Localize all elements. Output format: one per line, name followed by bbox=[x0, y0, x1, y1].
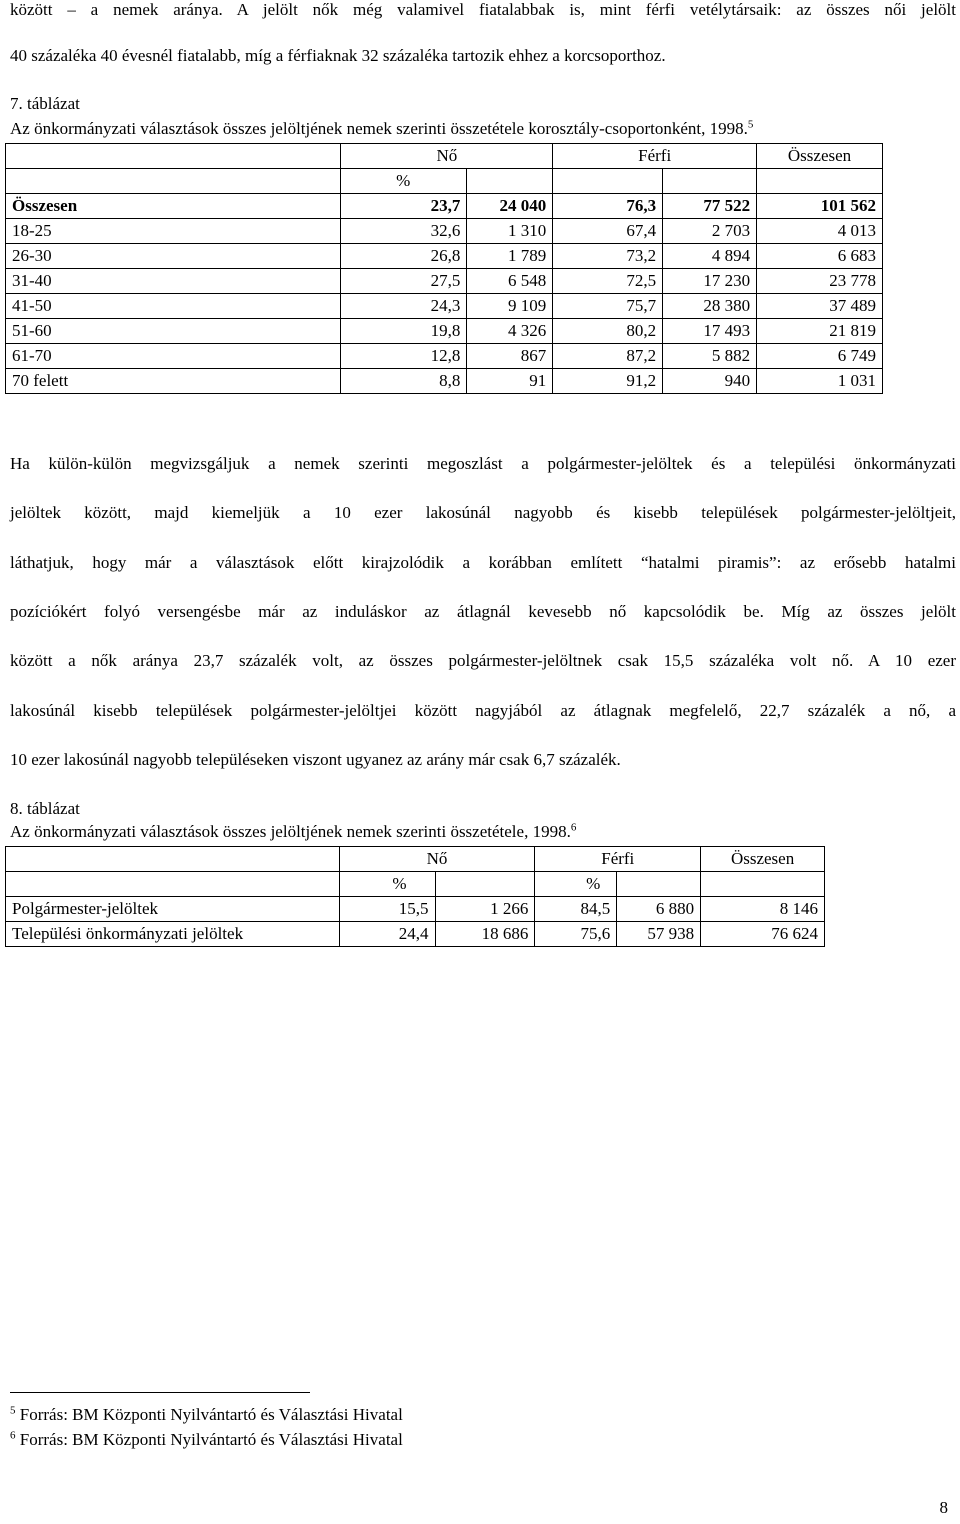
row-label: Összesen bbox=[6, 194, 341, 219]
intro-line-2: 40 százaléka 40 évesnél fiatalabb, míg a férfiaknak 32 százaléka tartozik ehhez a korcsoporthoz. bbox=[10, 46, 666, 65]
table-row bbox=[6, 219, 883, 244]
row-label: 41-50 bbox=[6, 294, 341, 319]
cell: 4 013 bbox=[757, 219, 883, 244]
table7-sub-cell: % bbox=[341, 169, 467, 194]
cell: 87,2 bbox=[553, 344, 663, 369]
paragraph-line-6: lakosúnál kisebb települések polgármester-jelöltjei között nagyjából az átlagnak megfelelő, 22,7 százalék a nő, a bbox=[10, 701, 956, 720]
table7-sub-cell bbox=[553, 169, 663, 194]
footnote-separator bbox=[10, 1392, 310, 1393]
table-row bbox=[6, 194, 883, 219]
table7-header-no: Nő bbox=[341, 144, 553, 169]
cell: 76,3 bbox=[553, 194, 663, 219]
cell: 4 894 bbox=[663, 244, 757, 269]
cell: 80,2 bbox=[553, 319, 663, 344]
table8-sub-cell: % bbox=[535, 872, 617, 897]
table7-sub-cell bbox=[757, 169, 883, 194]
cell: 6 749 bbox=[757, 344, 883, 369]
table-row bbox=[6, 897, 825, 922]
cell: 1 789 bbox=[467, 244, 553, 269]
cell: 17 493 bbox=[663, 319, 757, 344]
table7 bbox=[5, 143, 883, 394]
table-row bbox=[6, 369, 883, 394]
table-row bbox=[6, 294, 883, 319]
table8-header-osszesen: Összesen bbox=[701, 847, 825, 872]
cell: 2 703 bbox=[663, 219, 757, 244]
footnote-5-number: 5 bbox=[10, 1404, 16, 1417]
cell: 6 548 bbox=[467, 269, 553, 294]
table7-header-ferfi: Férfi bbox=[553, 144, 757, 169]
row-label: 61-70 bbox=[6, 344, 341, 369]
table-row bbox=[6, 319, 883, 344]
paragraph-line-7: 10 ezer lakosúnál nagyobb településeken viszont ugyanez az arány már csak 6,7 százalék. bbox=[10, 750, 621, 769]
row-label: 70 felett bbox=[6, 369, 341, 394]
footnote-5-text: Forrás: BM Központi Nyilvántartó és Választási Hivatal bbox=[19, 1405, 403, 1424]
cell: 21 819 bbox=[757, 319, 883, 344]
cell: 67,4 bbox=[553, 219, 663, 244]
table7-label: 7. táblázat bbox=[10, 94, 80, 113]
cell: 32,6 bbox=[341, 219, 467, 244]
table8-header-row bbox=[6, 847, 825, 872]
intro-line-1: között – a nemek aránya. A jelölt nők még valamivel fiatalabbak is, mint férfi vetélytársaik: az összes női jelölt bbox=[10, 0, 956, 19]
cell: 940 bbox=[663, 369, 757, 394]
page-number: 8 bbox=[939, 1498, 948, 1517]
cell: 84,5 bbox=[535, 897, 617, 922]
row-label: Polgármester-jelöltek bbox=[6, 897, 340, 922]
table8-sub-cell bbox=[701, 872, 825, 897]
cell: 24,3 bbox=[341, 294, 467, 319]
cell: 28 380 bbox=[663, 294, 757, 319]
cell: 8,8 bbox=[341, 369, 467, 394]
cell: 23,7 bbox=[341, 194, 467, 219]
cell: 19,8 bbox=[341, 319, 467, 344]
row-label: 26-30 bbox=[6, 244, 341, 269]
cell: 867 bbox=[467, 344, 553, 369]
table7-sub-cell bbox=[663, 169, 757, 194]
table8-header-blank bbox=[6, 847, 340, 872]
cell: 26,8 bbox=[341, 244, 467, 269]
cell: 77 522 bbox=[663, 194, 757, 219]
table7-header-osszesen: Összesen bbox=[757, 144, 883, 169]
paragraph-line-2: jelöltek között, majd kiemeljük a 10 ezer lakosúnál nagyobb és kisebb települések polgármester-jelöltjeit, bbox=[10, 503, 956, 522]
cell: 75,7 bbox=[553, 294, 663, 319]
table8-header-no: Nő bbox=[339, 847, 535, 872]
table-row bbox=[6, 244, 883, 269]
cell: 5 882 bbox=[663, 344, 757, 369]
table8-sub-cell bbox=[617, 872, 701, 897]
table8-sub-cell bbox=[435, 872, 535, 897]
paragraph-line-4: pozíciókért folyó versengésbe már az induláskor az átlagnál kevesebb nő kapcsolódik be. Míg az összes jelölt bbox=[10, 602, 956, 621]
cell: 6 683 bbox=[757, 244, 883, 269]
cell: 1 266 bbox=[435, 897, 535, 922]
paragraph-line-3: láthatjuk, hogy már a választások előtt kirajzolódik a korábban említett “hatalmi piramis”: az erősebb hatalmi bbox=[10, 553, 956, 572]
cell: 76 624 bbox=[701, 922, 825, 947]
cell: 6 880 bbox=[617, 897, 701, 922]
cell: 91,2 bbox=[553, 369, 663, 394]
cell: 9 109 bbox=[467, 294, 553, 319]
cell: 72,5 bbox=[553, 269, 663, 294]
table-row bbox=[6, 344, 883, 369]
table8-sub-cell bbox=[6, 872, 340, 897]
cell: 1 031 bbox=[757, 369, 883, 394]
cell: 15,5 bbox=[339, 897, 435, 922]
cell: 24 040 bbox=[467, 194, 553, 219]
footnote-5 bbox=[10, 1405, 403, 1425]
table8-header-ferfi: Férfi bbox=[535, 847, 701, 872]
cell: 17 230 bbox=[663, 269, 757, 294]
row-label: 31-40 bbox=[6, 269, 341, 294]
cell: 101 562 bbox=[757, 194, 883, 219]
footnote-6 bbox=[10, 1430, 403, 1450]
footnote-6-number: 6 bbox=[10, 1429, 16, 1442]
table8-subheader-row bbox=[6, 872, 825, 897]
footnote-6-text: Forrás: BM Központi Nyilvántartó és Választási Hivatal bbox=[19, 1430, 403, 1449]
table8 bbox=[5, 846, 825, 947]
table7-header-blank bbox=[6, 144, 341, 169]
cell: 12,8 bbox=[341, 344, 467, 369]
table8-caption: Az önkormányzati választások összes jelöltjének nemek szerinti összetétele, 1998.$^6$ bbox=[10, 821, 577, 841]
cell: 91 bbox=[467, 369, 553, 394]
cell: 8 146 bbox=[701, 897, 825, 922]
table-row bbox=[6, 922, 825, 947]
cell: 23 778 bbox=[757, 269, 883, 294]
table8-footnote-ref: 6 bbox=[570, 821, 577, 834]
cell: 75,6 bbox=[535, 922, 617, 947]
table8-label: 8. táblázat bbox=[10, 799, 80, 818]
row-label: 18-25 bbox=[6, 219, 341, 244]
table7-sub-cell bbox=[6, 169, 341, 194]
cell: 1 310 bbox=[467, 219, 553, 244]
cell: 4 326 bbox=[467, 319, 553, 344]
cell: 37 489 bbox=[757, 294, 883, 319]
table7-header-row bbox=[6, 144, 883, 169]
paragraph-line-1: Ha külön-külön megvizsgáljuk a nemek szerinti megoszlást a polgármester-jelöltek és a települési önkormányzati bbox=[10, 454, 956, 473]
paragraph-line-5: között a nők aránya 23,7 százalék volt, az összes polgármester-jelöltnek csak 15,5 százaléka volt nő. A 10 ezer bbox=[10, 651, 956, 670]
cell: 27,5 bbox=[341, 269, 467, 294]
row-label: 51-60 bbox=[6, 319, 341, 344]
table7-sub-cell bbox=[467, 169, 553, 194]
table7-footnote-ref: 5 bbox=[747, 118, 754, 131]
cell: 73,2 bbox=[553, 244, 663, 269]
cell: 57 938 bbox=[617, 922, 701, 947]
row-label: Települési önkormányzati jelöltek bbox=[6, 922, 340, 947]
table7-caption: Az önkormányzati választások összes jelöltjének nemek szerinti összetétele korosztály-csoportonként, 1998.$^5$ bbox=[10, 118, 754, 138]
cell: 18 686 bbox=[435, 922, 535, 947]
table8-sub-cell: % bbox=[339, 872, 435, 897]
cell: 24,4 bbox=[339, 922, 435, 947]
table7-subheader-row bbox=[6, 169, 883, 194]
table-row bbox=[6, 269, 883, 294]
